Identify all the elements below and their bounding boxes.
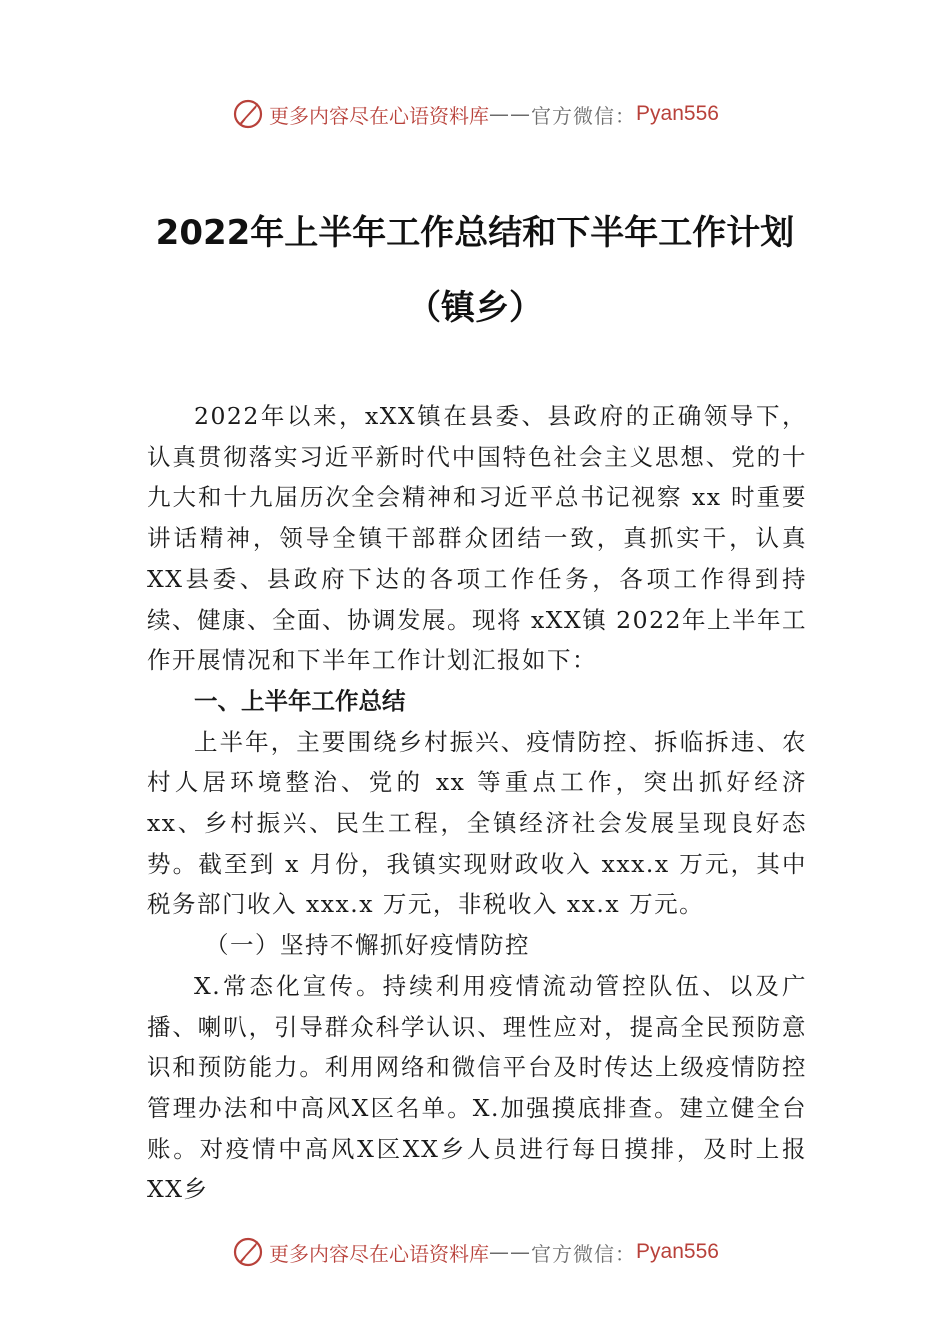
watermark-separator: —— <box>489 102 532 126</box>
watermark-brand: 更多内容尽在心语资料库 <box>269 1241 490 1266</box>
section-heading: 一、上半年工作总结 <box>194 686 406 715</box>
quill-circle-icon <box>231 97 265 131</box>
watermark-wechat-label: 官方微信： <box>531 1241 637 1266</box>
subsection-heading: （一）坚持不懈抓好疫情防控 <box>205 931 530 960</box>
section-paragraph: 上半年，主要围绕乡村振兴、疫情防控、拆临拆违、农村人居环境整治、党的 xx 等重点工作，突出抓好经济 xx、乡村振兴、民生工程，全镇经济社会发展呈现良好态势。截至到 x 月份，我镇实现财政收入 xxx.x 万元，其中税务部门收入 xxx.x 万元，非税收入 xx.x 万元。 <box>147 727 807 919</box>
watermark-wechat-id: Pyan556 <box>636 102 719 125</box>
watermark-separator: —— <box>489 1240 532 1264</box>
document-title: 2022年上半年工作总结和下半年工作计划 <box>155 213 795 253</box>
header-watermark <box>0 94 950 134</box>
document-body <box>147 396 807 1210</box>
quill-circle-icon <box>231 1235 265 1269</box>
document-subtitle: （镇乡） <box>407 288 543 328</box>
intro-paragraph: 2022年以来，xXX镇在县委、县政府的正确领导下，认真贯彻落实习近平新时代中国特色社会主义思想、党的十九大和十九届历次全会精神和习近平总书记视察 xx 时重要讲话精神，领导全镇干部群众团结一致，真抓实干，认真XX县委、县政府下达的各项工作任务，各项工作得到持续、健康、全面、协调发展。现将 xXX镇 2022年上半年工作开展情况和下半年工作计划汇报如下： <box>147 402 807 675</box>
watermark-brand: 更多内容尽在心语资料库 <box>269 103 490 128</box>
watermark-wechat-id: Pyan556 <box>636 1240 719 1263</box>
subsection-paragraph: X.常态化宣传。持续利用疫情流动管控队伍、以及广播、喇叭，引导群众科学认识、理性应对，提高全民预防意识和预防能力。利用网络和微信平台及时传达上级疫情防控管理办法和中高风X区名单。X.加强摸底排查。建立健全台账。对疫情中高风X区XX乡人员进行每日摸排，及时上报XX乡 <box>147 971 807 1204</box>
watermark-wechat-label: 官方微信： <box>531 103 637 128</box>
footer-watermark <box>0 1232 950 1272</box>
